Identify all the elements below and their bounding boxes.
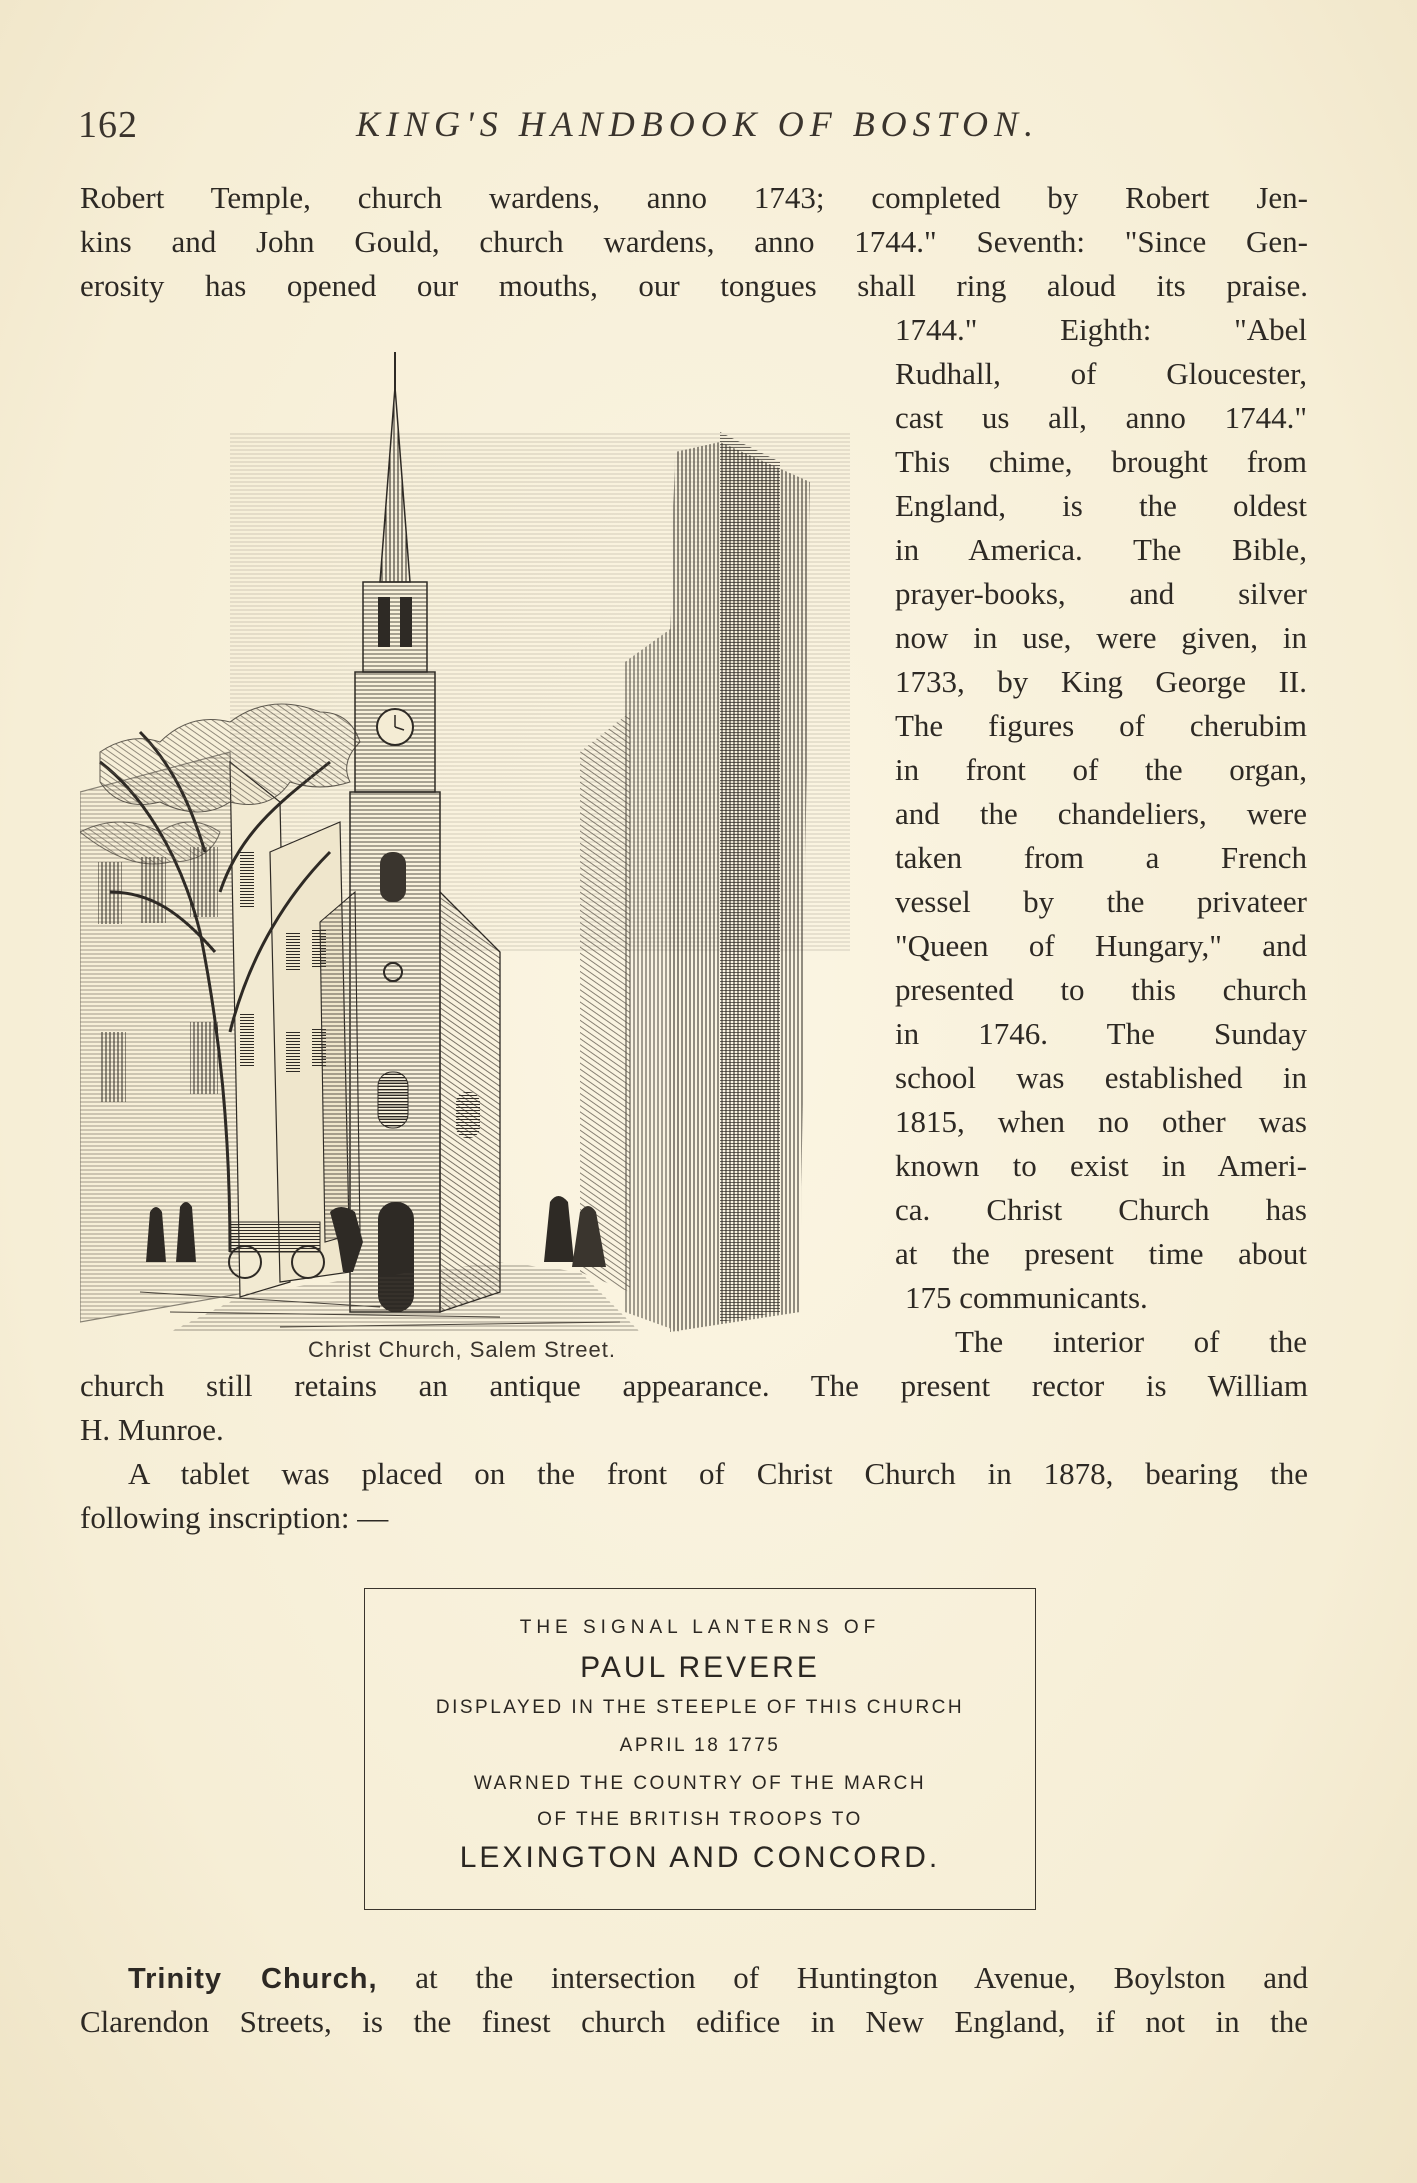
trinity-church-lead: Trinity Church,: [128, 1963, 378, 1995]
column-line: vessel by the privateer: [895, 884, 1307, 919]
column-line: now in use, were given, in: [895, 620, 1307, 655]
tablet-line: PAUL REVERE: [580, 1651, 820, 1684]
text-line: Clarendon Streets, is the finest church edifice in New England, if not in the: [80, 2004, 1308, 2039]
text-line: H. Munroe.: [80, 1412, 224, 1447]
text-line: Robert Temple, church wardens, anno 1743; completed by Robert Jen-: [80, 180, 1308, 215]
tablet-line: LEXINGTON AND CONCORD.: [459, 1841, 941, 1874]
tablet-line: OF THE BRITISH TROOPS TO: [537, 1809, 863, 1830]
column-line: This chime, brought from: [895, 444, 1307, 479]
column-line: The interior of the: [955, 1324, 1307, 1359]
inscription-tablet: [364, 1588, 1036, 1910]
column-line: in front of the organ,: [895, 752, 1307, 787]
column-line: The figures of cherubim: [895, 708, 1307, 743]
text-line: A tablet was placed on the front of Christ Church in 1878, bearing the: [128, 1456, 1308, 1491]
column-line: cast us all, anno 1744.": [895, 400, 1307, 435]
column-line: in 1746. The Sunday: [895, 1016, 1307, 1051]
tablet-line: THE SIGNAL LANTERNS OF: [519, 1617, 881, 1638]
page-number: 162: [78, 104, 138, 146]
column-line: 1744." Eighth: "Abel: [895, 312, 1307, 347]
column-line: taken from a French: [895, 840, 1307, 875]
column-line: at the present time about: [895, 1236, 1307, 1271]
text-line: church still retains an antique appearance. The present rector is William: [80, 1368, 1308, 1403]
running-head: KING'S HANDBOOK OF BOSTON.: [356, 104, 1040, 144]
text-span: at the intersection of Huntington Avenue, Boylston and: [415, 1960, 1308, 1995]
illustration-caption: Christ Church, Salem Street.: [308, 1337, 616, 1362]
text-line: [128, 1958, 1308, 1999]
tablet-line: WARNED THE COUNTRY OF THE MARCH: [473, 1773, 927, 1794]
text-line: following inscription: —: [80, 1500, 389, 1535]
column-line: "Queen of Hungary," and: [895, 928, 1307, 963]
christ-church-engraving: [80, 332, 870, 1332]
column-line: known to exist in Ameri-: [895, 1148, 1307, 1183]
column-line: prayer-books, and silver: [895, 576, 1307, 611]
column-line: in America. The Bible,: [895, 532, 1307, 567]
column-line: Rudhall, of Gloucester,: [895, 356, 1307, 391]
text-line: kins and John Gould, church wardens, anno 1744." Seventh: "Since Gen-: [80, 224, 1308, 259]
column-line: 1733, by King George II.: [895, 664, 1307, 699]
column-line: school was established in: [895, 1060, 1307, 1095]
tablet-line: APRIL 18 1775: [619, 1735, 781, 1756]
page-header: [78, 103, 1318, 149]
tablet-line: DISPLAYED IN THE STEEPLE OF THIS CHURCH: [435, 1697, 965, 1718]
column-line: and the chandeliers, were: [895, 796, 1307, 831]
column-line: 1815, when no other was: [895, 1104, 1307, 1139]
column-line: presented to this church: [895, 972, 1307, 1007]
text-line: erosity has opened our mouths, our tongues shall ring aloud its praise.: [80, 268, 1308, 303]
column-line: 175 communicants.: [905, 1280, 1148, 1315]
column-line: ca. Christ Church has: [895, 1192, 1307, 1227]
column-line: England, is the oldest: [895, 488, 1307, 523]
